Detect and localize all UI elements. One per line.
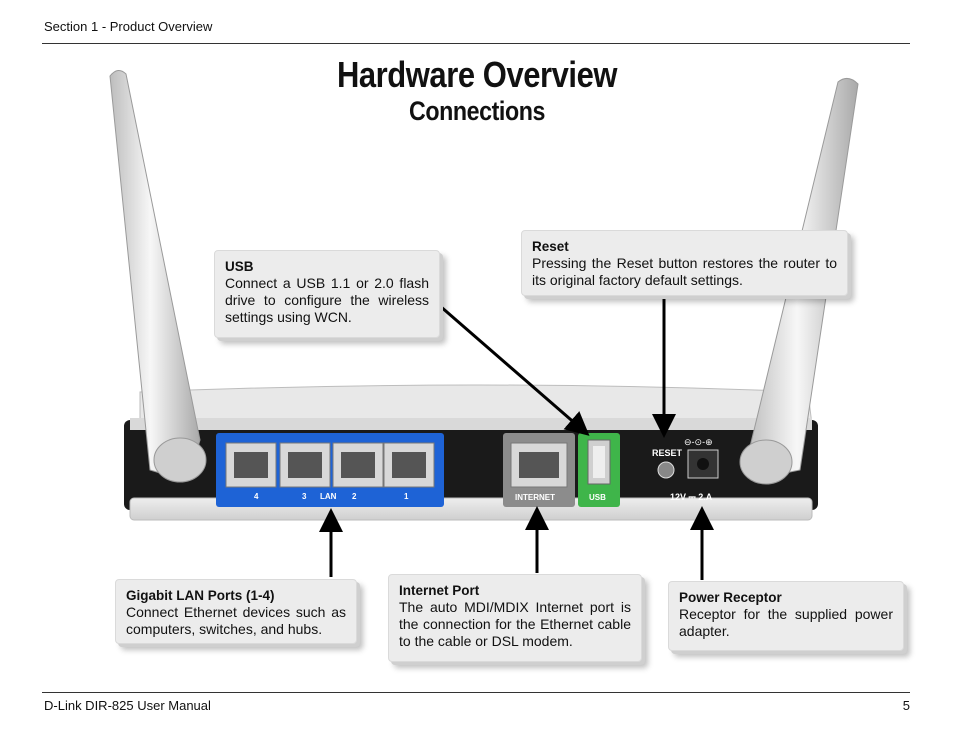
internet-callout-title: Internet Port bbox=[399, 583, 480, 598]
power-callout-title: Power Receptor bbox=[679, 590, 782, 605]
lan-callout-body: Connect Ethernet devices such as computers, switches, and hubs. bbox=[126, 604, 346, 637]
lan-port-2-label: 2 bbox=[352, 492, 357, 501]
internet-callout bbox=[388, 574, 642, 662]
left-antenna bbox=[110, 70, 206, 482]
usb-label: USB bbox=[589, 493, 606, 502]
lan-port-1-label: 1 bbox=[404, 492, 409, 501]
lan-label: LAN bbox=[320, 492, 337, 501]
page-subtitle: Connections bbox=[409, 96, 545, 126]
lan-port-3-label: 3 bbox=[302, 492, 307, 501]
power-callout-body: Receptor for the supplied power adapter. bbox=[679, 606, 893, 639]
polarity-symbol: ⊖-⊙-⊕ bbox=[684, 437, 713, 447]
footer-rule bbox=[42, 692, 910, 693]
reset-label: RESET bbox=[652, 448, 683, 458]
section-header: Section 1 - Product Overview bbox=[44, 19, 213, 34]
footer-manual-name: D-Link DIR-825 User Manual bbox=[44, 698, 211, 713]
lan-port-4-label: 4 bbox=[254, 492, 259, 501]
page-title: Hardware Overview bbox=[336, 54, 618, 95]
internet-callout-body: The auto MDI/MDIX Internet port is the connection for the Ethernet cable to the cable or DSL modem. bbox=[399, 599, 631, 649]
usb-callout-body: Connect a USB 1.1 or 2.0 flash drive to configure the wireless settings using WCN. bbox=[225, 275, 429, 325]
power-callout bbox=[668, 581, 904, 651]
lan-callout-title: Gigabit LAN Ports (1-4) bbox=[126, 588, 275, 603]
power-label: 12V ⎓ 2.A bbox=[670, 492, 713, 502]
usb-callout-title: USB bbox=[225, 259, 254, 274]
reset-callout-title: Reset bbox=[532, 239, 569, 254]
reset-callout bbox=[521, 230, 848, 296]
reset-callout-body: Pressing the Reset button restores the router to its original factory default settings. bbox=[532, 255, 837, 288]
router-body bbox=[124, 385, 818, 520]
lan-callout bbox=[115, 579, 357, 644]
page-number: 5 bbox=[902, 698, 910, 713]
usb-callout bbox=[214, 250, 440, 338]
internet-label: INTERNET bbox=[515, 493, 555, 502]
